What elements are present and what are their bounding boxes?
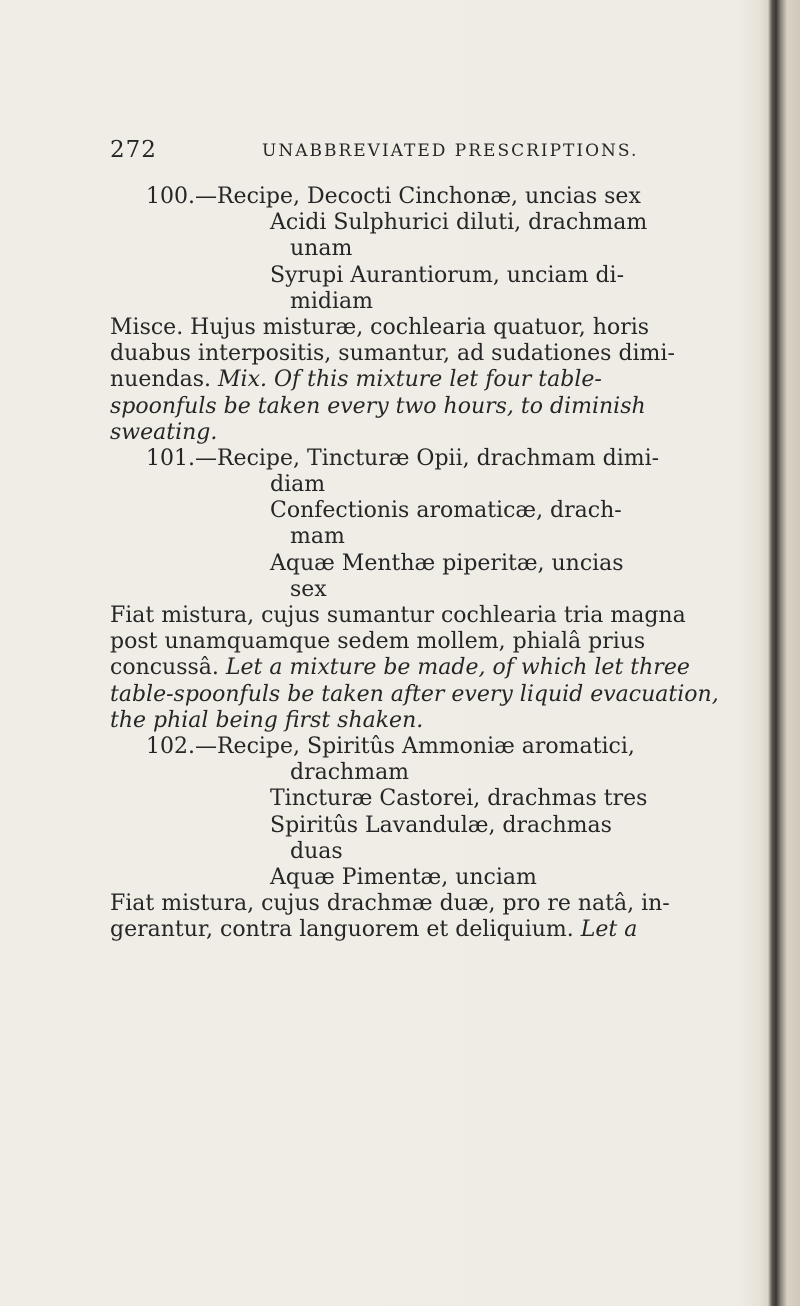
text-line: sex bbox=[290, 576, 327, 602]
text-line: 102.—Recipe, Spiritûs Ammoniæ aromatici, bbox=[146, 733, 635, 759]
text-line: 101.—Recipe, Tincturæ Opii, drachmam dimi- bbox=[146, 445, 660, 471]
text-line: Acidi Sulphurici diluti, drachmam bbox=[270, 210, 648, 236]
text-line: post unamquamque sedem mollem, phialâ prius bbox=[110, 629, 646, 655]
text-line bbox=[110, 917, 762, 943]
text-line: the phial being first shaken. bbox=[110, 707, 424, 733]
english-translation: Mix. Of this mixture let four table- bbox=[218, 367, 602, 393]
prescription-text bbox=[110, 184, 762, 943]
text-line: Aquæ Menthæ piperitæ, uncias bbox=[270, 550, 624, 576]
page-number: 272 bbox=[110, 137, 157, 163]
text-line bbox=[110, 367, 762, 393]
text-line: diam bbox=[270, 472, 326, 498]
running-head: UNABBREVIATED PRESCRIPTIONS. bbox=[262, 141, 639, 161]
english-translation: Let a bbox=[580, 917, 638, 943]
text-line: drachmam bbox=[290, 760, 410, 786]
text-line: duas bbox=[290, 838, 343, 864]
text-line bbox=[110, 655, 762, 681]
english-translation: Let a mixture be made, of which let three bbox=[225, 655, 690, 681]
text-line: Spiritûs Lavandulæ, drachmas bbox=[270, 812, 612, 838]
latin-text: nuendas. bbox=[110, 367, 212, 393]
text-line: unam bbox=[290, 236, 353, 262]
latin-text: gerantur, contra languorem et deliquium. bbox=[110, 917, 574, 943]
text-line: mam bbox=[290, 524, 345, 550]
text-line: Tincturæ Castorei, drachmas tres bbox=[270, 786, 648, 812]
text-line: Confectionis aromaticæ, drach- bbox=[270, 498, 622, 524]
text-line: midiam bbox=[290, 288, 373, 314]
text-line: spoonfuls be taken every two hours, to diminish bbox=[110, 393, 646, 419]
text-line: Fiat mistura, cujus drachmæ duæ, pro re natâ, in- bbox=[110, 891, 670, 917]
text-line: 100.—Recipe, Decocti Cinchonæ, uncias sex bbox=[146, 184, 641, 209]
text-line: Aquæ Pimentæ, unciam bbox=[270, 864, 537, 890]
latin-text: concussâ. bbox=[110, 655, 219, 681]
page-header bbox=[110, 137, 750, 173]
text-line: Misce. Hujus misturæ, cochlearia quatuor, horis bbox=[110, 314, 650, 340]
text-line: sweating. bbox=[110, 419, 218, 445]
text-line: table-spoonfuls be taken after every liquid evacuation, bbox=[110, 681, 719, 707]
text-line: Syrupi Aurantiorum, unciam di- bbox=[270, 262, 625, 288]
text-line: Fiat mistura, cujus sumantur cochlearia tria magna bbox=[110, 603, 686, 628]
text-line: duabus interpositis, sumantur, ad sudationes dimi- bbox=[110, 341, 675, 367]
